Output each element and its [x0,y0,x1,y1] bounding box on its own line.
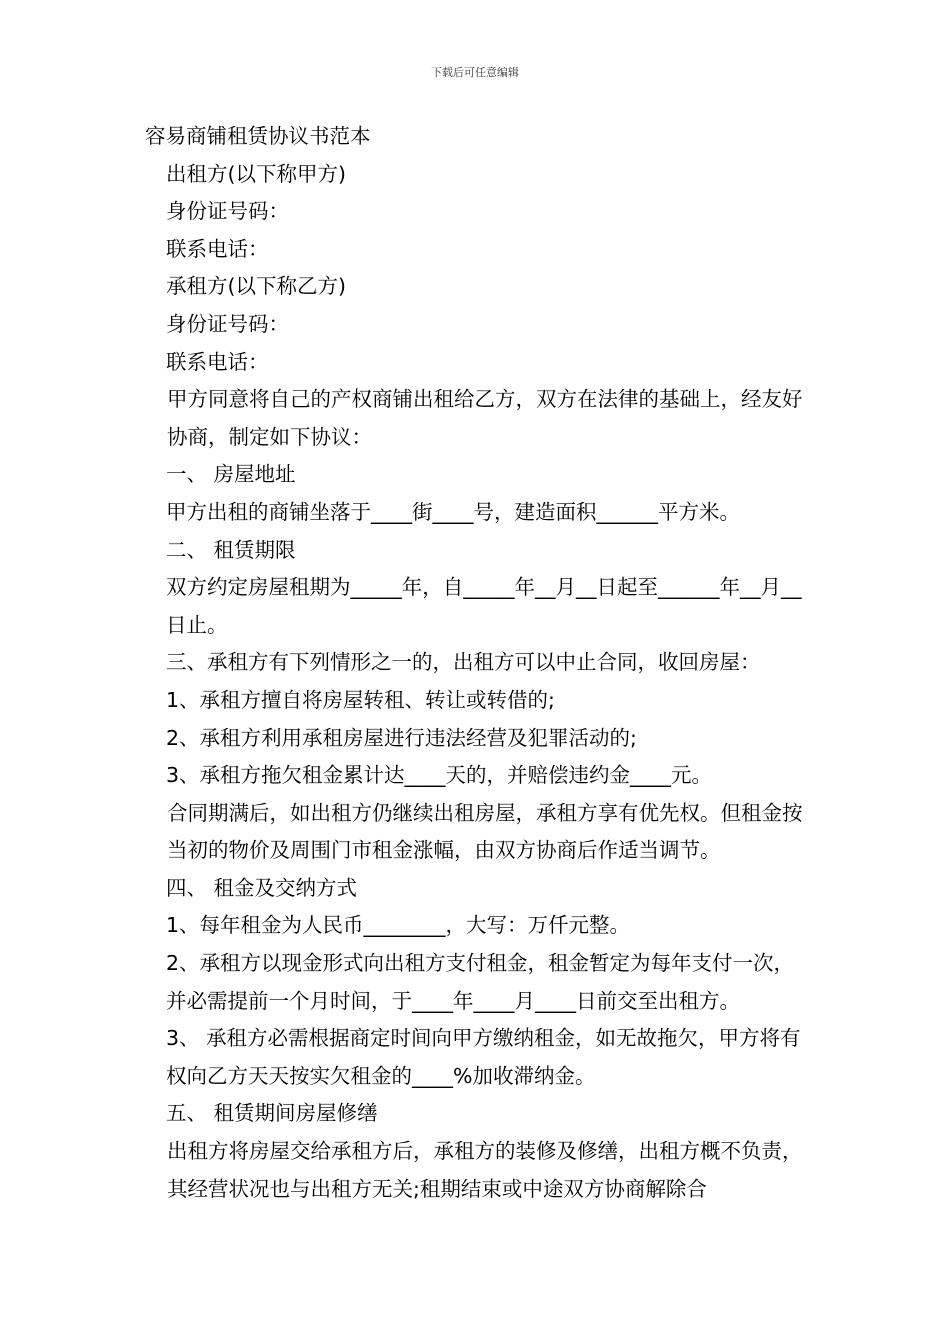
paragraph: 联系电话： [166,236,269,261]
paragraph: 承租方(以下称乙方) [166,274,346,299]
paragraph: 二、 租赁期限 [166,537,296,562]
paragraph: 甲方同意将自己的产权商铺出租给乙方，双方在法律的基础上，经友好协商，制定如下协议： [167,387,803,449]
paragraph: 合同期满后，如出租方仍继续出租房屋，承租方享有优先权。但租金按当初的物价及周围门市租金涨幅，由双方协商后作适当调节。 [167,800,803,863]
paragraph-list [145,156,809,1209]
paragraph: 2、承租方利用承租房屋进行违法经营及犯罪活动的; [166,725,637,750]
page-header: 下载后可任意编辑 [431,66,519,79]
paragraph: 3、 承租方必需根据商定时间向甲方缴纳租金，如无故拖欠，甲方将有权向乙方天天按实欠租金的____%加收滞纳金。 [166,1026,801,1088]
paragraph: 甲方出租的商铺坐落于____街____号，建造面积______平方米。 [166,499,740,524]
paragraph: 1、每年租金为人民币________，大写：万仟元整。 [166,913,631,938]
paragraph: 五、 租赁期间房屋修缮 [166,1101,378,1126]
paragraph: 2、承租方以现金形式向出租方支付租金，租金暂定为每年支付一次，并必需提前一个月时间，于____年____月____日前交至出租方。 [166,951,795,1013]
paragraph: 一、 房屋地址 [166,462,296,487]
paragraph: 联系电话： [166,349,269,374]
paragraph: 1、承租方擅自将房屋转租、转让或转借的; [166,687,555,712]
paragraph: 双方约定房屋租期为_____年，自_____年__月__日起至______年__月__日止。 [166,575,802,637]
paragraph: 身份证号码： [166,311,289,336]
document-body [145,118,809,1208]
paragraph: 三、承租方有下列情形之一的，出租方可以中止合同，收回房屋： [166,650,761,675]
paragraph: 四、 租金及交纳方式 [166,875,358,900]
paragraph: 3、承租方拖欠租金累计达____天的，并赔偿违约金____元。 [166,763,713,788]
document-title: 容易商铺租赁协议书范本 [145,124,371,148]
paragraph: 身份证号码： [166,199,289,224]
paragraph: 出租方将房屋交给承租方后，承租方的装修及修缮，出租方概不负责，其经营状况也与出租方无关;租期结束或中途双方协商解除合 [167,1139,803,1201]
paragraph: 出租方(以下称甲方) [166,161,346,186]
